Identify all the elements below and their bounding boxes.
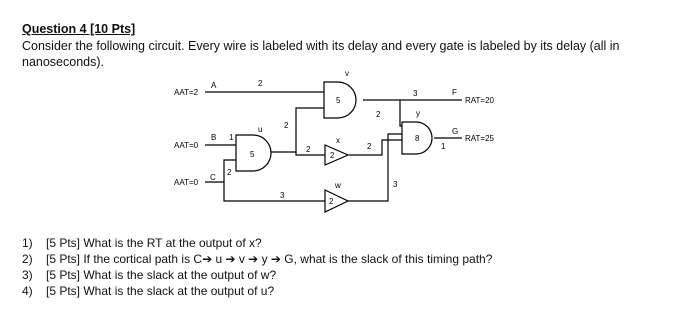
gate-w-delay: 2 [329,197,334,206]
gate-w-name: w [335,181,341,190]
gate-x-delay: 2 [330,151,335,160]
question-title: Question 4 [10 Pts] [22,22,136,36]
wire-delay-b: 1 [229,133,234,142]
gate-y-delay: 8 [415,134,420,143]
rat-g-label: RAT=25 [465,134,494,143]
wire-delay-u-v: 2 [284,121,289,130]
aat-c-label: AAT=0 [174,178,199,187]
gate-u-name: u [258,125,263,134]
wire-u-to-v [271,108,324,152]
wire-label-f: F [452,88,457,97]
wire-c-to-w [224,182,325,201]
question-item [22,251,492,267]
wire-delay-x-y: 2 [367,142,372,151]
rat-f-label: RAT=20 [465,96,494,105]
wire-x-to-y [349,140,402,155]
gate-x-name: x [336,136,340,145]
question-item [22,235,492,251]
wire-delay-a: 2 [258,79,263,88]
wire-w-to-y [348,134,402,201]
wire-delay-w-y: 3 [393,180,398,189]
wire-delay-c-w: 3 [280,191,285,200]
wire-delay-g: 1 [441,142,446,151]
question-number: 3) [22,268,33,282]
gate-v-delay: 5 [336,96,341,105]
wire-delay-c: 2 [227,168,232,177]
question-item [22,267,492,283]
input-b-label: B [211,133,217,142]
question-text: [5 Pts] What is the slack at the output of w? [46,268,277,282]
wire-delay-v-y: 2 [376,110,381,119]
question-number: 2) [22,252,33,266]
wire-delay-u-x: 2 [306,145,311,154]
buffer-x [325,145,348,165]
input-c-label: C [210,173,216,182]
gate-u-delay: 5 [250,150,255,159]
wire-u-to-x [296,152,325,155]
question-number: 1) [22,236,33,250]
gate-y-name: y [416,109,420,118]
wire-delay-f: 3 [413,89,418,98]
question-list [22,235,492,299]
question-text: [5 Pts] What is the RT at the output of x? [46,236,262,250]
question-intro: Consider the following circuit. Every wire is labeled with its delay and every gate is labeled by its delay (all in nanoseconds). [22,39,620,69]
question-text: [5 Pts] If the cortical path is C➔ u ➔ v ➔ y ➔ G, what is the slack of this timing path? [46,252,493,266]
aat-b-label: AAT=0 [174,141,199,150]
input-a-label: A [211,81,217,90]
question-number: 4) [22,284,33,298]
aat-a-label: AAT=2 [174,88,199,97]
question-item [22,283,492,299]
wire-label-g: G [452,127,459,136]
question-text: [5 Pts] What is the slack at the output of u? [46,284,275,298]
gate-v-name: v [345,69,349,78]
